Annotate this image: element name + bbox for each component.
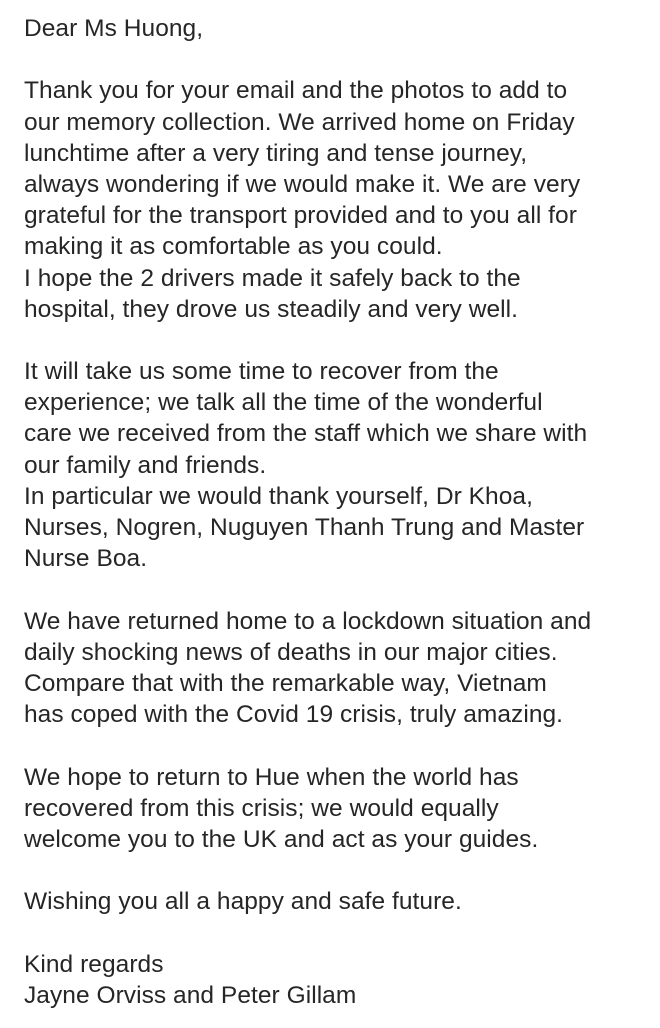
paragraph-3-line: Compare that with the remarkable way, Vietnam bbox=[24, 669, 547, 697]
paragraph-3-line: has coped with the Covid 19 crisis, truly amazing. bbox=[24, 701, 564, 729]
paragraph-gap bbox=[24, 325, 656, 356]
paragraph-1-line: making it as comfortable as you could. bbox=[24, 233, 443, 261]
paragraph-gap bbox=[24, 730, 656, 761]
paragraph-4-line: We hope to return to Hue when the world has bbox=[24, 763, 519, 791]
paragraph-gap bbox=[24, 574, 656, 605]
paragraph-1-line: hospital, they drove us steadily and very well. bbox=[24, 295, 518, 323]
paragraph-2-line: Nurse Boa. bbox=[24, 545, 148, 573]
paragraph-4-line: recovered from this crisis; we would equally bbox=[24, 794, 499, 822]
paragraph-gap bbox=[24, 44, 656, 75]
salutation: Dear Ms Huong, bbox=[24, 15, 204, 42]
paragraph-3-line: daily shocking news of deaths in our major cities. bbox=[24, 638, 558, 666]
paragraph-1-line: I hope the 2 drivers made it safely back to the bbox=[24, 264, 521, 292]
paragraph-1-line: lunchtime after a very tiring and tense journey, bbox=[24, 139, 528, 167]
paragraph-2-line: It will take us some time to recover from the bbox=[24, 358, 499, 386]
paragraph-1-line: Thank you for your email and the photos to add to bbox=[24, 77, 568, 105]
paragraph-4-line: welcome you to the UK and act as your guides. bbox=[24, 825, 539, 853]
paragraph-1-line: always wondering if we would make it. We are very bbox=[24, 170, 581, 198]
paragraph-3-line: We have returned home to a lockdown situation and bbox=[24, 607, 592, 635]
paragraph-gap bbox=[24, 917, 656, 948]
paragraph-2-line: experience; we talk all the time of the wonderful bbox=[24, 389, 543, 417]
paragraph-1-line: grateful for the transport provided and to you all for bbox=[24, 202, 577, 230]
well-wishes: Wishing you all a happy and safe future. bbox=[24, 888, 462, 916]
signature: Jayne Orviss and Peter Gillam bbox=[24, 981, 357, 1009]
paragraph-gap bbox=[24, 855, 656, 886]
paragraph-2-line: Nurses, Nogren, Nuguyen Thanh Trung and Master bbox=[24, 514, 585, 541]
letter-body bbox=[24, 13, 656, 1011]
paragraph-1-line: our memory collection. We arrived home on Friday bbox=[24, 108, 575, 136]
paragraph-2-line: our family and friends. bbox=[24, 451, 267, 479]
paragraph-2-line: In particular we would thank yourself, Dr Khoa, bbox=[24, 482, 533, 510]
closing: Kind regards bbox=[24, 950, 164, 978]
paragraph-2-line: care we received from the staff which we share with bbox=[24, 420, 588, 448]
